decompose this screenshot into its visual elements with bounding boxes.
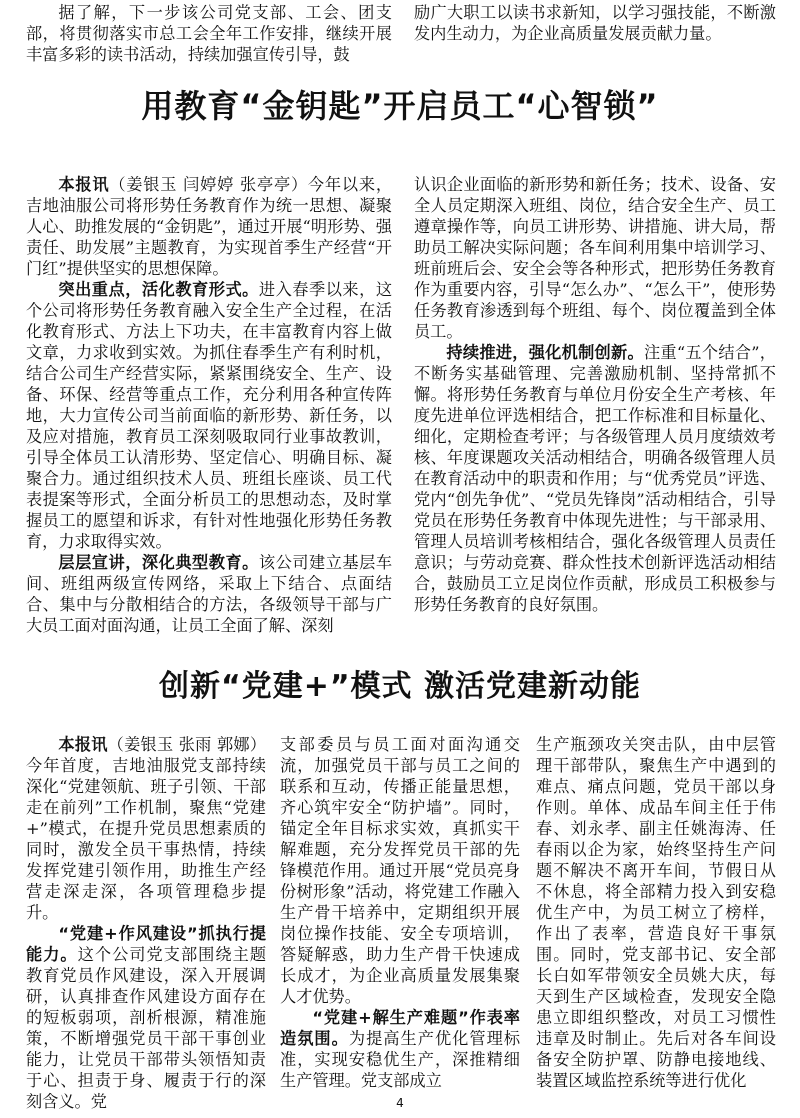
article2-p1-text: （姜银玉 张雨 郭娜）今年首度，吉地油服党支部持续深化“党建领航、班子引领、干部走在前列”工作机制，聚焦“党建+”模式，在提升党员思想素质的同时，激发全员干事热情，持续发挥党建引领作用，助推生产经营走深走深，各项管理稳步提升。 (26, 735, 267, 922)
article2-paragraph-1 (26, 734, 266, 923)
article1-headline: 用教育“金钥匙”开启员工“心智锁” (141, 87, 659, 125)
article1-p4-text: 注重“五个结合”，不断务实基础管理、完善激励机制、坚持常抓不懈。将形势任务教育与单位月份安全生产考核、年度先进单位评选相结合，把工作标准和目标量化、细化，定期检查考评；与各级管理人员月度绩效考核、年度课题攻关活动相结合，明确各级管理人员在教育活动中的职责和作用；与“优秀党员”评选、党内“创先争优”、“党员先锋岗”活动相结合，引导党员在形势任务教育中体现先进性；与干部录用、管理人员培训考核相结合，强化各级管理人员责任意识；与劳动竞赛、群众性技术创新评选活动相结合，鼓励员工立足岗位作贡献，形成员工积极参与形势任务教育的良好氛围。 (414, 343, 776, 614)
article1-right-column (414, 174, 776, 615)
article1-paragraph-4 (414, 342, 776, 615)
top-right-text-block (414, 2, 776, 44)
top-right-paragraph: 励广大职工以读书求新知，以学习强技能，不断激发内生动力，为企业高质量发展贡献力量。 (414, 3, 776, 43)
article2-p1-lead: 本报讯 (58, 735, 108, 754)
article1-left-column (26, 174, 392, 636)
article1-paragraph-1 (26, 174, 392, 279)
article2-p3-text: 为提高生产优化管理标准，实现安稳优生产，深推精细生产管理。党支部成立 (280, 1029, 521, 1090)
page-number: 4 (396, 1096, 404, 1110)
article1-paragraph-3 (26, 552, 392, 636)
article2-column-1 (26, 734, 266, 1112)
article2-headline: 创新“党建+”模式 激活党建新动能 (158, 669, 641, 704)
top-left-paragraph: 据了解，下一步该公司党支部、工会、团支部，将贯彻落实市总工会全年工作安排，继续开展丰富多彩的读书活动，持续加强宣传引导，鼓 (26, 3, 392, 64)
article1-p2-lead: 突出重点，活化教育形式。 (58, 280, 259, 299)
article1-p1-text: （姜银玉 闫婷婷 张亭亭）今年以来，吉地油服公司将形势任务教育作为统一思想、凝聚人心、助推发展的“金钥匙”，通过开展“明形势、强责任、助发展”主题教育，为实现首季生产经营“开门红”提供坚实的思想保障。 (26, 175, 393, 278)
article2-column-2-continuation: 支部委员与员工面对面沟通交流，加强党员干部与员工之间的联系和互动，传播正能量思想，齐心筑牢安全“防护墙”。同时，锚定全年目标求实效，真抓实干解难题，充分发挥党员干部的先锋模范作用。通过开展“党员亮身份树形象”活动，将党建工作融入生产骨干培养中，定期组织开展岗位操作技能、安全专项培训，答疑解惑，助力生产骨干快速成长成才，为企业高质量发展集聚人才优势。 (280, 735, 520, 1006)
article1-p4-lead: 持续推进，强化机制创新。 (446, 343, 644, 362)
article2-p3-lead: “党建+解生产难题”作表率造氛围。 (280, 1008, 520, 1048)
article2-paragraph-3 (280, 1007, 520, 1091)
article2-p2-text: 这个公司党支部围绕主题教育党员作风建设，深入开展调研，认真排查作风建设方面存在的短板弱项，剖析根源，精准施策，不断增强党员干部干事创业能力，让党员干部带头领悟知责于心、担责于身、履责于行的深刻含义。党 (26, 945, 267, 1111)
article1-paragraph-2 (26, 279, 392, 552)
article1-right-continuation: 认识企业面临的新形势和新任务；技术、设备、安全人员定期深入班组、岗位，结合安全生产、员工遵章操作等，向员工讲形势、讲措施、讲大局，帮助员工解决实际问题；各车间利用集中培训学习、班前班后会、安全会等各种形式，把形势任务教育作为重要内容，引导“怎么办”、“怎么干”，使形势任务教育渗透到每个班组、每个、岗位覆盖到全体员工。 (414, 175, 776, 341)
top-left-text-block (26, 2, 392, 65)
article2-column-2 (280, 734, 520, 1091)
article1-p2-text: 进入春季以来，这个公司将形势任务教育融入安全生产全过程，在活化教育形式、方法上下功夫，在丰富教育内容上做文章，力求收到实效。为抓住春季生产有利时机，结合公司生产经营实际，紧紧围绕安全、生产、设备、环保、经营等重点工作，充分利用各种宣传阵地，大力宣传公司当前面临的新形势、新任务，以及应对措施，教育员工深刻吸取同行业事故教训，引导全体员工认清形势、坚定信心、明确目标、凝聚合力。通过组织技术人员、班组长座谈、员工代表提案等形式，全面分析员工的思想动态，及时掌握员工的愿望和诉求，有针对性地强化形势任务教育，力求取得实效。 (26, 280, 393, 551)
article2-paragraph-2 (26, 923, 266, 1112)
article2-p2-lead: “党建+作风建设”抓执行提能力。 (26, 924, 266, 964)
article2-column-3-continuation: 生产瓶颈攻关突击队，由中层管理干部带队，聚焦生产中遇到的难点、痛点问题，党员干部以身作则。单体、成品车间主任于伟春、刘永孝、副主任姚海涛、任春雨以企为家，始终坚持生产问题不解决不离开车间，节假日从不休息，将全部精力投入到安稳优生产中，为员工树立了榜样，作出了表率，营造良好干事氛围。同时，党支部书记、安全部长白如军带领安全员姚大庆，每天到生产区域检查，发现安全隐患立即组织整改，对员工习惯性违章及时制止。先后对各车间设备安全防护罩、防静电接地线、装置区域监控系统等进行优化 (536, 735, 776, 1090)
article1-p3-lead: 层层宣讲，深化典型教育。 (58, 553, 259, 572)
article1-p3-text: 该公司建立基层车间、班组两级宣传网络，采取上下结合、点面结合、集中与分散相结合的方法，各级领导干部与广大员工面对面沟通，让员工全面了解、深刻 (26, 553, 393, 635)
article2-column-3 (536, 734, 776, 1091)
article1-p1-lead: 本报讯 (58, 175, 110, 194)
